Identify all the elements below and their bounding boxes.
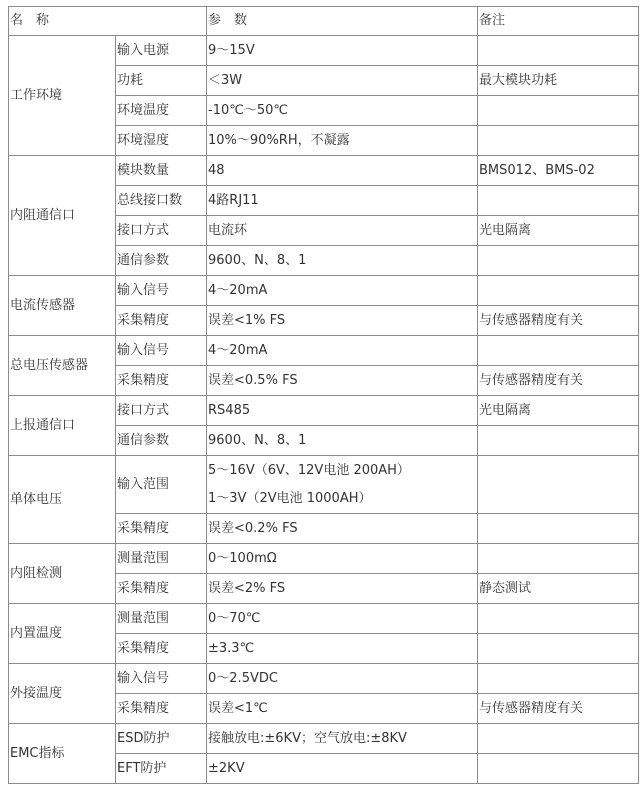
- value-cell: 误差<1% FS: [207, 306, 478, 336]
- value-cell: ±3.3℃: [207, 634, 478, 664]
- table-row: [9, 724, 639, 754]
- note-cell: 与传感器精度有关: [478, 694, 639, 724]
- item-cell: 功耗: [116, 66, 207, 96]
- value-cell: 接触放电:±6KV；空气放电:±8KV: [207, 724, 478, 754]
- value-cell: 4路RJ11: [207, 186, 478, 216]
- value-cell: 电流环: [207, 216, 478, 246]
- item-cell: 采集精度: [116, 634, 207, 664]
- table-row: [9, 544, 639, 574]
- group-name-cell: 外接温度: [9, 664, 116, 724]
- item-cell: 输入信号: [116, 336, 207, 366]
- item-cell: EFT防护: [116, 754, 207, 784]
- note-cell: [478, 126, 639, 156]
- item-cell: 输入信号: [116, 276, 207, 306]
- group-name-cell: 内阻通信口: [9, 156, 116, 276]
- table-row: [9, 36, 639, 66]
- value-cell: 误差<0.2% FS: [207, 514, 478, 544]
- note-cell: BMS012、BMS-02: [478, 156, 639, 186]
- note-cell: [478, 36, 639, 66]
- table-header-row: [9, 7, 639, 36]
- note-cell: 静态测试: [478, 574, 639, 604]
- table-row: [9, 604, 639, 634]
- value-cell: 10%～90%RH，不凝露: [207, 126, 478, 156]
- value-cell: [207, 456, 478, 514]
- item-cell: 测量范围: [116, 544, 207, 574]
- value-cell: ＜3W: [207, 66, 478, 96]
- note-cell: 与传感器精度有关: [478, 366, 639, 396]
- header-note: 备注: [478, 7, 639, 36]
- note-cell: [478, 456, 639, 514]
- value-cell: ±2KV: [207, 754, 478, 784]
- item-cell: 输入电源: [116, 36, 207, 66]
- note-cell: [478, 246, 639, 276]
- item-cell: 总线接口数: [116, 186, 207, 216]
- table-row: [9, 156, 639, 186]
- note-cell: [478, 724, 639, 754]
- item-cell: ESD防护: [116, 724, 207, 754]
- item-cell: 接口方式: [116, 396, 207, 426]
- value-cell: 0～100mΩ: [207, 544, 478, 574]
- table-row: [9, 336, 639, 366]
- value-cell: 48: [207, 156, 478, 186]
- item-cell: 环境湿度: [116, 126, 207, 156]
- note-cell: [478, 664, 639, 694]
- note-cell: [478, 276, 639, 306]
- item-cell: 测量范围: [116, 604, 207, 634]
- item-cell: 采集精度: [116, 694, 207, 724]
- group-name-cell: 电流传感器: [9, 276, 116, 336]
- note-cell: [478, 96, 639, 126]
- value-line: 1～3V（2V电池 1000AH）: [208, 490, 372, 506]
- item-cell: 采集精度: [116, 306, 207, 336]
- note-cell: 光电隔离: [478, 396, 639, 426]
- header-params: 参 数: [207, 7, 478, 36]
- table-row: [9, 396, 639, 426]
- item-cell: 输入范围: [116, 456, 207, 514]
- item-cell: 通信参数: [116, 426, 207, 456]
- note-cell: 光电隔离: [478, 216, 639, 246]
- item-cell: 输入信号: [116, 664, 207, 694]
- value-cell: 4～20mA: [207, 336, 478, 366]
- item-cell: 环境温度: [116, 96, 207, 126]
- group-name-cell: 单体电压: [9, 456, 116, 544]
- value-cell: 0～70℃: [207, 604, 478, 634]
- value-cell: 9600、N、8、1: [207, 246, 478, 276]
- value-cell: 9600、N、8、1: [207, 426, 478, 456]
- note-cell: 与传感器精度有关: [478, 306, 639, 336]
- group-name-cell: 工作环境: [9, 36, 116, 156]
- group-name-cell: 内阻检测: [9, 544, 116, 604]
- value-cell: 误差<0.5% FS: [207, 366, 478, 396]
- note-cell: 最大模块功耗: [478, 66, 639, 96]
- value-cell: 误差<2% FS: [207, 574, 478, 604]
- item-cell: 接口方式: [116, 216, 207, 246]
- table-row: [9, 276, 639, 306]
- note-cell: [478, 336, 639, 366]
- spec-table: [8, 6, 639, 784]
- note-cell: [478, 426, 639, 456]
- value-cell: 4～20mA: [207, 276, 478, 306]
- note-cell: [478, 544, 639, 574]
- note-cell: [478, 514, 639, 544]
- item-cell: 采集精度: [116, 514, 207, 544]
- note-cell: [478, 754, 639, 784]
- note-cell: [478, 186, 639, 216]
- value-cell: 9～15V: [207, 36, 478, 66]
- table-row: [9, 664, 639, 694]
- value-cell: 误差<1℃: [207, 694, 478, 724]
- value-line: 5～16V（6V、12V电池 200AH）: [208, 462, 410, 478]
- note-cell: [478, 604, 639, 634]
- table-row: [9, 456, 639, 514]
- header-name: 名 称: [9, 7, 207, 36]
- value-cell: RS485: [207, 396, 478, 426]
- group-name-cell: EMC指标: [9, 724, 116, 784]
- item-cell: 模块数量: [116, 156, 207, 186]
- value-cell: -10℃～50℃: [207, 96, 478, 126]
- group-name-cell: 总电压传感器: [9, 336, 116, 396]
- note-cell: [478, 634, 639, 664]
- value-cell: 0～2.5VDC: [207, 664, 478, 694]
- group-name-cell: 上报通信口: [9, 396, 116, 456]
- item-cell: 采集精度: [116, 366, 207, 396]
- item-cell: 采集精度: [116, 574, 207, 604]
- group-name-cell: 内置温度: [9, 604, 116, 664]
- item-cell: 通信参数: [116, 246, 207, 276]
